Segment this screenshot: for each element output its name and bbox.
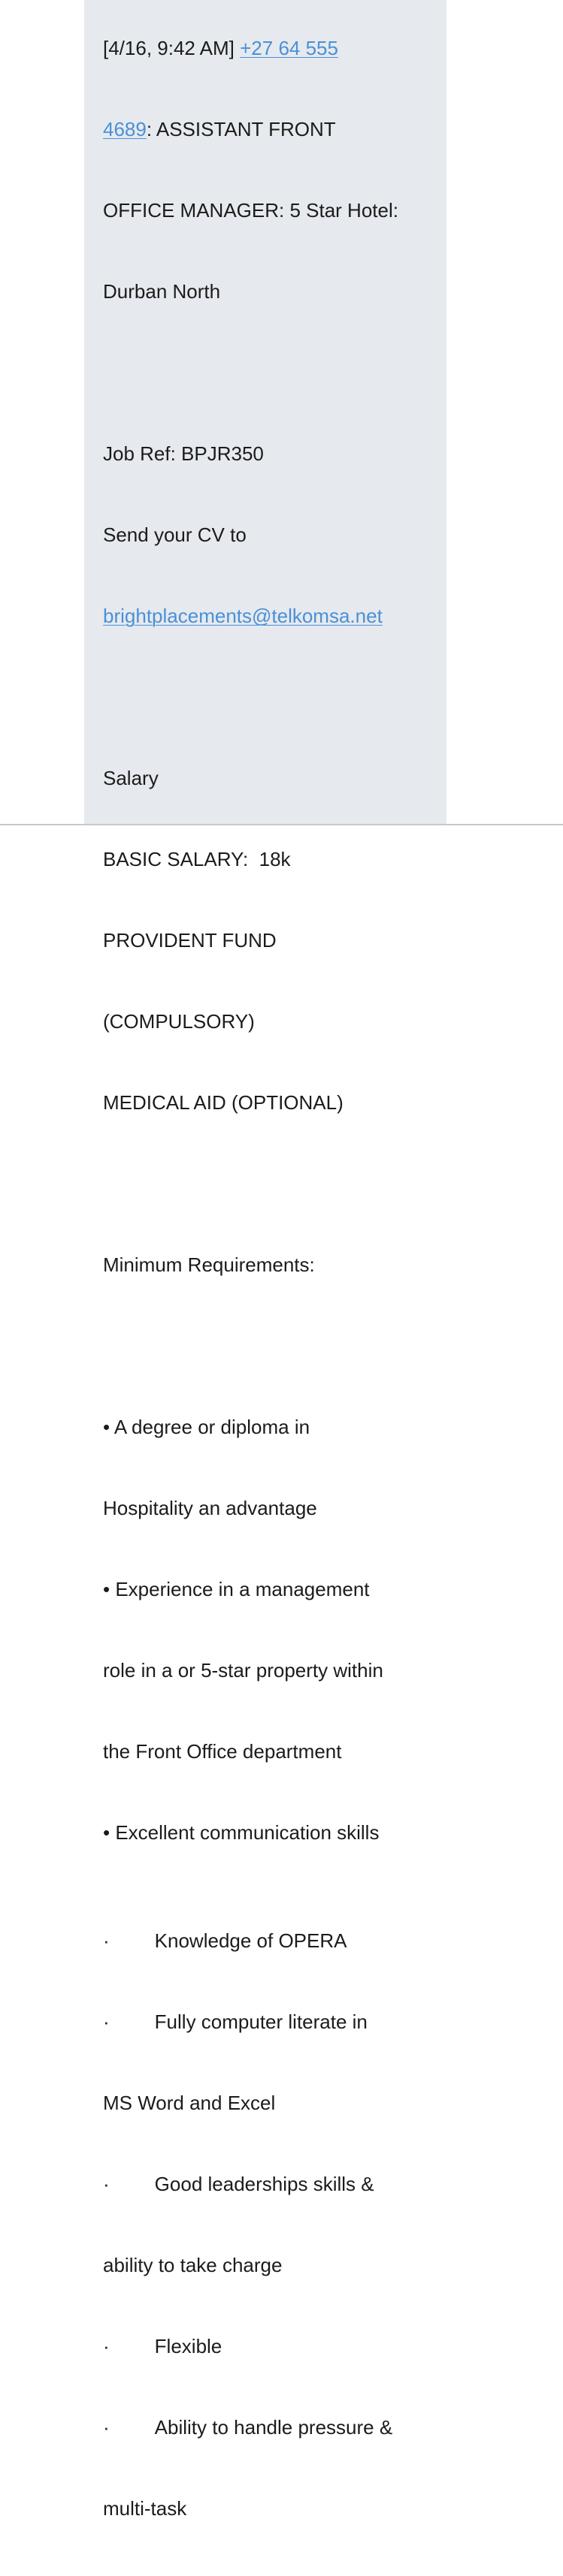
- blank-line: [103, 1332, 441, 1359]
- dot-marker: ·: [103, 2010, 110, 2033]
- send-cv-text: Send your CV to: [103, 523, 247, 546]
- message-bubble[interactable]: [84, 0, 446, 2520]
- dot-item-text: Flexible: [154, 2335, 222, 2357]
- dot-marker: ·: [103, 2416, 110, 2439]
- sender-phone-link-cont[interactable]: 4689: [103, 118, 147, 140]
- requirement-line: • Excellent communication skills: [103, 1821, 380, 1844]
- requirement-line: • Experience in a management: [103, 1578, 370, 1600]
- dot-item: [103, 2333, 441, 2360]
- dot-item-text: Fully computer literate in: [154, 2010, 368, 2033]
- blank-line: [103, 359, 441, 386]
- blank-line: [103, 1170, 441, 1197]
- dot-item: [103, 1927, 441, 1954]
- dot-item-text: Knowledge of OPERA: [154, 1929, 347, 1952]
- bottom-divider: [0, 824, 563, 825]
- job-ref: Job Ref: BPJR350: [103, 442, 264, 465]
- salary-line: (COMPULSORY): [103, 1010, 255, 1033]
- dot-item-text: Ability to handle pressure &: [154, 2416, 393, 2439]
- dot-item: [103, 2170, 441, 2197]
- salary-line: MEDICAL AID (OPTIONAL): [103, 1091, 344, 1114]
- salary-heading: Salary: [103, 767, 159, 789]
- message-text: [103, 0, 441, 2576]
- requirement-line: • A degree or diploma in: [103, 1416, 310, 1438]
- salary-line: PROVIDENT FUND: [103, 929, 277, 952]
- dot-item-continuation: MS Word and Excel: [103, 2092, 276, 2114]
- message-title-line: [103, 116, 441, 143]
- email-line: [103, 602, 441, 629]
- job-location-line: Durban North: [103, 280, 221, 303]
- requirement-line: role in a or 5-star property within: [103, 1659, 383, 1682]
- dot-marker: ·: [103, 1929, 110, 1952]
- requirement-line: the Front Office department: [103, 1740, 342, 1763]
- dot-item-text: Good leaderships skills &: [154, 2173, 374, 2195]
- salary-line: BASIC SALARY: 18k: [103, 848, 291, 870]
- dot-marker: ·: [103, 2335, 110, 2357]
- dot-item-continuation: ability to take charge: [103, 2254, 283, 2276]
- sender-phone-link[interactable]: +27 64 555: [240, 37, 338, 59]
- blank-line: [103, 683, 441, 710]
- message-timestamp: [4/16, 9:42 AM]: [103, 37, 235, 59]
- dot-item-continuation: multi-task: [103, 2497, 187, 2520]
- message-header-line: [103, 35, 441, 62]
- dot-item: [103, 2414, 441, 2441]
- job-title-part: : ASSISTANT FRONT: [146, 118, 336, 140]
- job-title-line-2: OFFICE MANAGER: 5 Star Hotel:: [103, 199, 398, 222]
- dot-marker: ·: [103, 2173, 110, 2195]
- email-link[interactable]: brightplacements@telkomsa.net: [103, 605, 383, 627]
- requirement-line: Hospitality an advantage: [103, 1497, 317, 1519]
- dot-item: [103, 2008, 441, 2035]
- requirements-heading: Minimum Requirements:: [103, 1253, 315, 1276]
